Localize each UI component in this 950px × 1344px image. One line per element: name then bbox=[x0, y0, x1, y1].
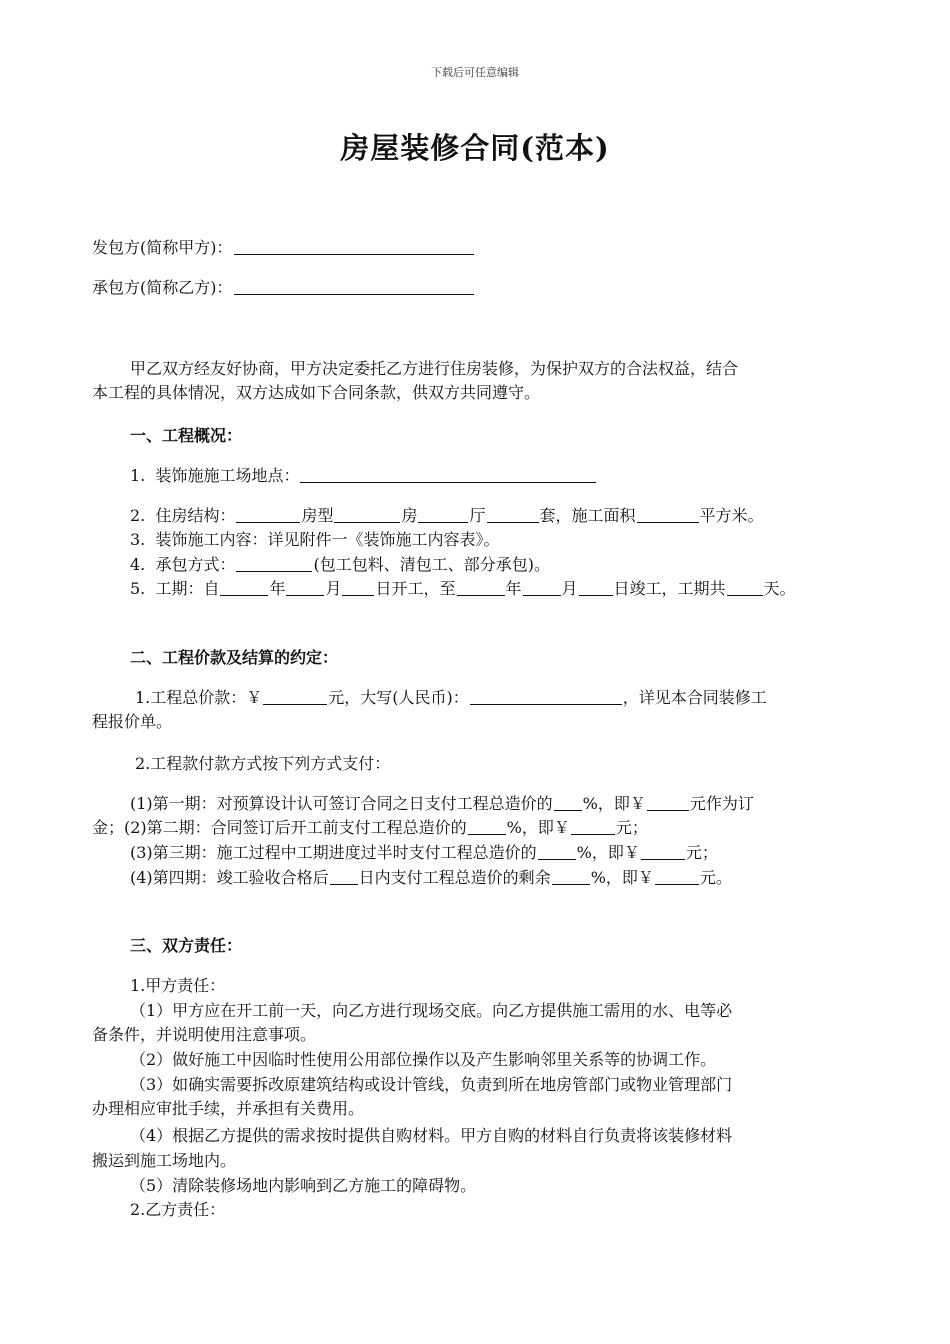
pay-2-tail: 元； bbox=[615, 818, 648, 837]
pay-3-text: (3)第三期：施工过程中工期进度过半时支付工程总造价的 bbox=[130, 843, 537, 862]
duty-5: （5）清除装修场地内影响到乙方施工的障碍物。 bbox=[130, 1176, 477, 1195]
pay-1-yen: %，即￥ bbox=[582, 794, 646, 813]
end-day-blank[interactable] bbox=[579, 578, 613, 596]
intro-line-1: 甲乙双方经友好协商，甲方决定委托乙方进行住房装修，为保护双方的合法权益，结合 bbox=[130, 359, 739, 378]
contract-mode-blank[interactable] bbox=[236, 554, 312, 572]
pay-2-yen: %，即￥ bbox=[506, 818, 570, 837]
pay-1-amount-blank[interactable] bbox=[647, 793, 689, 811]
end-month-blank[interactable] bbox=[523, 578, 561, 596]
duty-3-line-2: 办理相应审批手续，并承担有关费用。 bbox=[92, 1099, 365, 1118]
contract-mode-options: (包工包料、清包工、部分承包)。 bbox=[313, 555, 550, 574]
pay-4-percent-blank[interactable] bbox=[552, 867, 590, 885]
s2-pay-4 bbox=[130, 866, 732, 890]
area-label: 套，施工面积 bbox=[539, 506, 636, 525]
rooms-blank[interactable] bbox=[334, 505, 400, 523]
duty-4-line-2: 搬运到施工场地内。 bbox=[92, 1151, 237, 1170]
party-a-duties-title: 1.甲方责任： bbox=[130, 976, 226, 995]
item-number: 1. bbox=[130, 466, 146, 485]
s2-pay-1 bbox=[130, 792, 754, 816]
s1-item-2 bbox=[130, 504, 764, 528]
area-blank[interactable] bbox=[637, 505, 699, 523]
contract-mode-label: 承包方式： bbox=[155, 555, 236, 574]
s1-item-5 bbox=[130, 577, 796, 601]
s1-item-3 bbox=[130, 528, 499, 552]
party-b-label: 承包方(简称乙方)： bbox=[92, 278, 233, 297]
pay-1-tail: 元作为订 bbox=[689, 794, 754, 813]
pay-2-percent-blank[interactable] bbox=[468, 817, 506, 835]
year-text: 年 bbox=[505, 579, 522, 598]
s2-pay-3 bbox=[130, 841, 718, 865]
pay-4-text: (4)第四期：竣工验收合格后 bbox=[130, 868, 329, 887]
halls-text: 厅 bbox=[469, 506, 486, 525]
duty-2: （2）做好施工中因临时性使用公用部位操作以及产生影响邻里关系等的协调工作。 bbox=[130, 1050, 717, 1069]
capital-label: 元，大写(人民币)： bbox=[328, 688, 469, 707]
section-3-heading: 三、双方责任： bbox=[130, 936, 243, 955]
price-ref-text: ，详见本合同装修工 bbox=[622, 688, 767, 707]
pay-4-remain-text: 日内支付工程总造价的剩余 bbox=[358, 868, 551, 887]
duty-1-line-1: （1）甲方应在开工前一天，向乙方进行现场交底。向乙方提供施工需用的水、电等必 bbox=[130, 1001, 733, 1020]
pay-2-amount-blank[interactable] bbox=[571, 817, 615, 835]
item-number: 2. bbox=[130, 506, 146, 525]
party-b-duties-title: 2.乙方责任： bbox=[130, 1200, 226, 1219]
pay-3-percent-blank[interactable] bbox=[538, 842, 576, 860]
item-number: 4. bbox=[130, 555, 146, 574]
duty-1-line-2: 备条件，并说明使用注意事项。 bbox=[92, 1025, 317, 1044]
pay-3-amount-blank[interactable] bbox=[641, 842, 685, 860]
end-year-blank[interactable] bbox=[457, 578, 505, 596]
s2-p2: 2.工程款付款方式按下列方式支付： bbox=[135, 754, 391, 773]
period-label: 工期：自 bbox=[155, 579, 220, 598]
duty-3-line-1: （3）如确实需要拆改原建筑结构或设计管线，负责到所在地房管部门或物业管理部门 bbox=[130, 1075, 733, 1094]
start-year-blank[interactable] bbox=[220, 578, 268, 596]
item-number: 5. bbox=[130, 579, 146, 598]
total-price-label: 1.工程总价款：￥ bbox=[135, 688, 263, 707]
year-text: 年 bbox=[269, 579, 286, 598]
content-text: 装饰施工内容：详见附件一《装饰施工内容表》。 bbox=[155, 530, 500, 549]
rooms-text: 房 bbox=[401, 506, 418, 525]
pay-4-tail: 元。 bbox=[699, 868, 732, 887]
total-price-blank[interactable] bbox=[263, 687, 327, 705]
s2-p1-line-1 bbox=[135, 686, 767, 710]
section-1-heading: 一、工程概况： bbox=[130, 426, 243, 445]
intro-line-2: 本工程的具体情况，双方达成如下合同条款，供双方共同遵守。 bbox=[92, 383, 541, 402]
area-unit: 平方米。 bbox=[699, 506, 764, 525]
s2-p1-line-2: 程报价单。 bbox=[92, 712, 173, 731]
item-number: 3. bbox=[130, 530, 146, 549]
pay-3-tail: 元； bbox=[685, 843, 718, 862]
s1-item-1 bbox=[130, 464, 597, 488]
duty-4-line-1: （4）根据乙方提供的需求按时提供自购材料。甲方自购的材料自行负责将该装修材料 bbox=[130, 1126, 733, 1145]
house-type-blank[interactable] bbox=[236, 505, 300, 523]
party-a-label: 发包方(简称甲方)： bbox=[92, 238, 233, 257]
end-text: 日竣工，工期共 bbox=[613, 579, 726, 598]
pay-3-yen: %，即￥ bbox=[576, 843, 640, 862]
pay-4-days-blank[interactable] bbox=[330, 867, 358, 885]
pay-1-percent-blank[interactable] bbox=[554, 793, 582, 811]
page-title: 房屋装修合同(范本) bbox=[340, 131, 610, 165]
pay-1-text: (1)第一期：对预算设计认可签订合同之日支付工程总造价的 bbox=[130, 794, 553, 813]
days-text: 天。 bbox=[763, 579, 796, 598]
sets-blank[interactable] bbox=[487, 505, 539, 523]
pay-4-amount-blank[interactable] bbox=[655, 867, 699, 885]
header-note: 下载后可任意编辑 bbox=[431, 66, 519, 79]
section-2-heading: 二、工程价款及结算的约定： bbox=[130, 648, 339, 667]
structure-label: 住房结构： bbox=[155, 506, 236, 525]
pay-4-yen: %，即￥ bbox=[590, 868, 654, 887]
month-text: 月 bbox=[325, 579, 342, 598]
party-b-line bbox=[92, 276, 475, 300]
start-day-blank[interactable] bbox=[342, 578, 374, 596]
month-text: 月 bbox=[561, 579, 578, 598]
start-month-blank[interactable] bbox=[286, 578, 324, 596]
s2-pay-2 bbox=[92, 816, 648, 840]
halls-blank[interactable] bbox=[418, 505, 468, 523]
site-label: 装饰施施工场地点： bbox=[155, 466, 300, 485]
pay-2-text: 金；(2)第二期：合同签订后开工前支付工程总造价的 bbox=[92, 818, 467, 837]
house-type-text: 房型 bbox=[301, 506, 334, 525]
site-blank[interactable] bbox=[300, 465, 596, 483]
party-b-blank[interactable] bbox=[234, 277, 474, 295]
capital-blank[interactable] bbox=[470, 687, 622, 705]
party-a-line bbox=[92, 236, 475, 260]
days-blank[interactable] bbox=[727, 578, 763, 596]
party-a-blank[interactable] bbox=[234, 237, 474, 255]
start-text: 日开工，至 bbox=[375, 579, 456, 598]
s1-item-4 bbox=[130, 553, 550, 577]
